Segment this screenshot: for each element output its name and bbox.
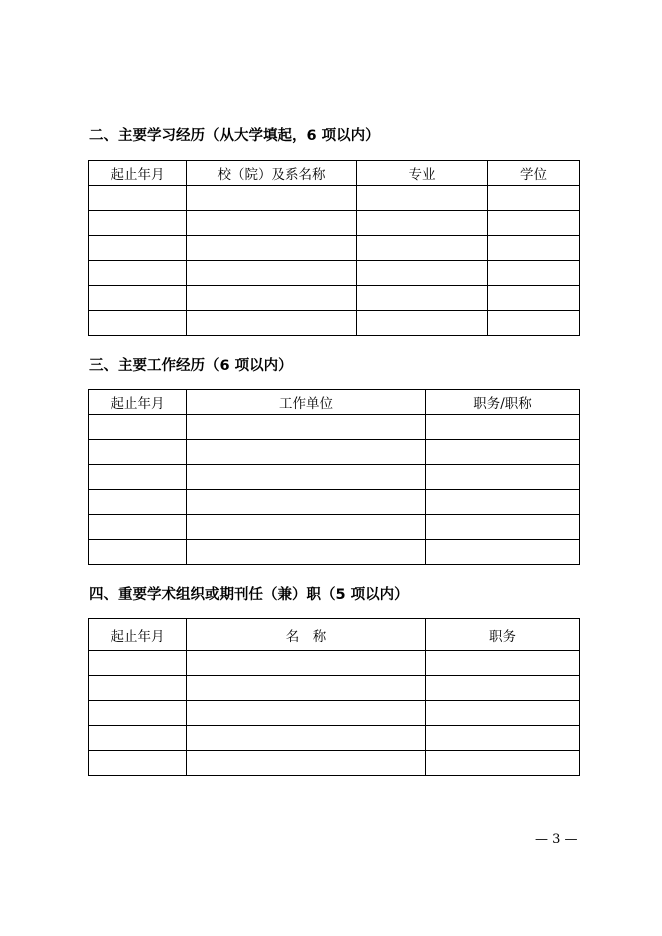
work-history-table bbox=[88, 389, 580, 565]
table-cell bbox=[89, 186, 187, 211]
table-cell bbox=[89, 515, 187, 540]
table-cell bbox=[357, 261, 488, 286]
table-cell bbox=[187, 515, 426, 540]
table-cell bbox=[89, 311, 187, 336]
table-cell bbox=[89, 440, 187, 465]
column-header: 校（院）及系名称 bbox=[187, 161, 357, 186]
table-cell bbox=[488, 186, 580, 211]
table-row bbox=[89, 540, 580, 565]
table-cell bbox=[187, 311, 357, 336]
table-header-row bbox=[89, 390, 580, 415]
table-cell bbox=[426, 676, 580, 701]
table-row bbox=[89, 465, 580, 490]
table-row bbox=[89, 676, 580, 701]
table-cell bbox=[357, 186, 488, 211]
table-cell bbox=[187, 490, 426, 515]
table-cell bbox=[357, 236, 488, 261]
section-heading-academic-posts: 四、重要学术组织或期刊任（兼）职（5 项以内） bbox=[89, 587, 409, 603]
table-header-row bbox=[89, 619, 580, 651]
table-cell bbox=[187, 440, 426, 465]
column-header: 学位 bbox=[488, 161, 580, 186]
table-cell bbox=[89, 465, 187, 490]
table-cell bbox=[187, 261, 357, 286]
table-header-row bbox=[89, 161, 580, 186]
academic-posts-table bbox=[88, 618, 580, 776]
column-header: 起止年月 bbox=[89, 619, 187, 651]
table-cell bbox=[187, 415, 426, 440]
table-row bbox=[89, 236, 580, 261]
table-cell bbox=[187, 186, 357, 211]
table-cell bbox=[89, 751, 187, 776]
table-cell bbox=[89, 490, 187, 515]
table-cell bbox=[187, 286, 357, 311]
column-header: 职务 bbox=[426, 619, 580, 651]
table-row bbox=[89, 286, 580, 311]
table-cell bbox=[89, 651, 187, 676]
table-cell bbox=[89, 236, 187, 261]
page-number: — 3 — bbox=[535, 832, 578, 847]
column-header: 起止年月 bbox=[89, 161, 187, 186]
table-cell bbox=[357, 211, 488, 236]
table-cell bbox=[488, 236, 580, 261]
table-row bbox=[89, 211, 580, 236]
table-row bbox=[89, 261, 580, 286]
table-cell bbox=[187, 726, 426, 751]
table-cell bbox=[488, 211, 580, 236]
table-cell bbox=[426, 751, 580, 776]
table-row bbox=[89, 726, 580, 751]
table-cell bbox=[89, 676, 187, 701]
table-row bbox=[89, 186, 580, 211]
table-row bbox=[89, 415, 580, 440]
column-header: 名 称 bbox=[187, 619, 426, 651]
section-heading-study: 二、主要学习经历（从大学填起，6 项以内） bbox=[89, 128, 380, 144]
table-cell bbox=[488, 261, 580, 286]
table-cell bbox=[426, 726, 580, 751]
table-cell bbox=[89, 261, 187, 286]
column-header: 工作单位 bbox=[187, 390, 426, 415]
table-cell bbox=[187, 465, 426, 490]
table-row bbox=[89, 515, 580, 540]
table-cell bbox=[488, 286, 580, 311]
table-row bbox=[89, 701, 580, 726]
table-cell bbox=[89, 286, 187, 311]
table-cell bbox=[357, 311, 488, 336]
table-cell bbox=[89, 540, 187, 565]
table-cell bbox=[187, 676, 426, 701]
table-cell bbox=[89, 415, 187, 440]
table-cell bbox=[426, 490, 580, 515]
table-row bbox=[89, 751, 580, 776]
table-cell bbox=[357, 286, 488, 311]
table-cell bbox=[426, 440, 580, 465]
column-header: 专业 bbox=[357, 161, 488, 186]
table-cell bbox=[89, 726, 187, 751]
table-cell bbox=[89, 701, 187, 726]
table-cell bbox=[426, 465, 580, 490]
table-cell bbox=[89, 211, 187, 236]
table-cell bbox=[426, 701, 580, 726]
table-cell bbox=[187, 540, 426, 565]
table-cell bbox=[426, 515, 580, 540]
table-cell bbox=[187, 236, 357, 261]
column-header: 职务/职称 bbox=[426, 390, 580, 415]
table-row bbox=[89, 490, 580, 515]
column-header: 起止年月 bbox=[89, 390, 187, 415]
study-history-table bbox=[88, 160, 580, 336]
table-cell bbox=[426, 651, 580, 676]
table-cell bbox=[488, 311, 580, 336]
table-row bbox=[89, 440, 580, 465]
table-cell bbox=[426, 415, 580, 440]
table-row bbox=[89, 311, 580, 336]
table-cell bbox=[187, 701, 426, 726]
table-row bbox=[89, 651, 580, 676]
section-heading-work: 三、主要工作经历（6 项以内） bbox=[89, 358, 293, 374]
table-cell bbox=[426, 540, 580, 565]
table-cell bbox=[187, 751, 426, 776]
table-cell bbox=[187, 211, 357, 236]
table-cell bbox=[187, 651, 426, 676]
